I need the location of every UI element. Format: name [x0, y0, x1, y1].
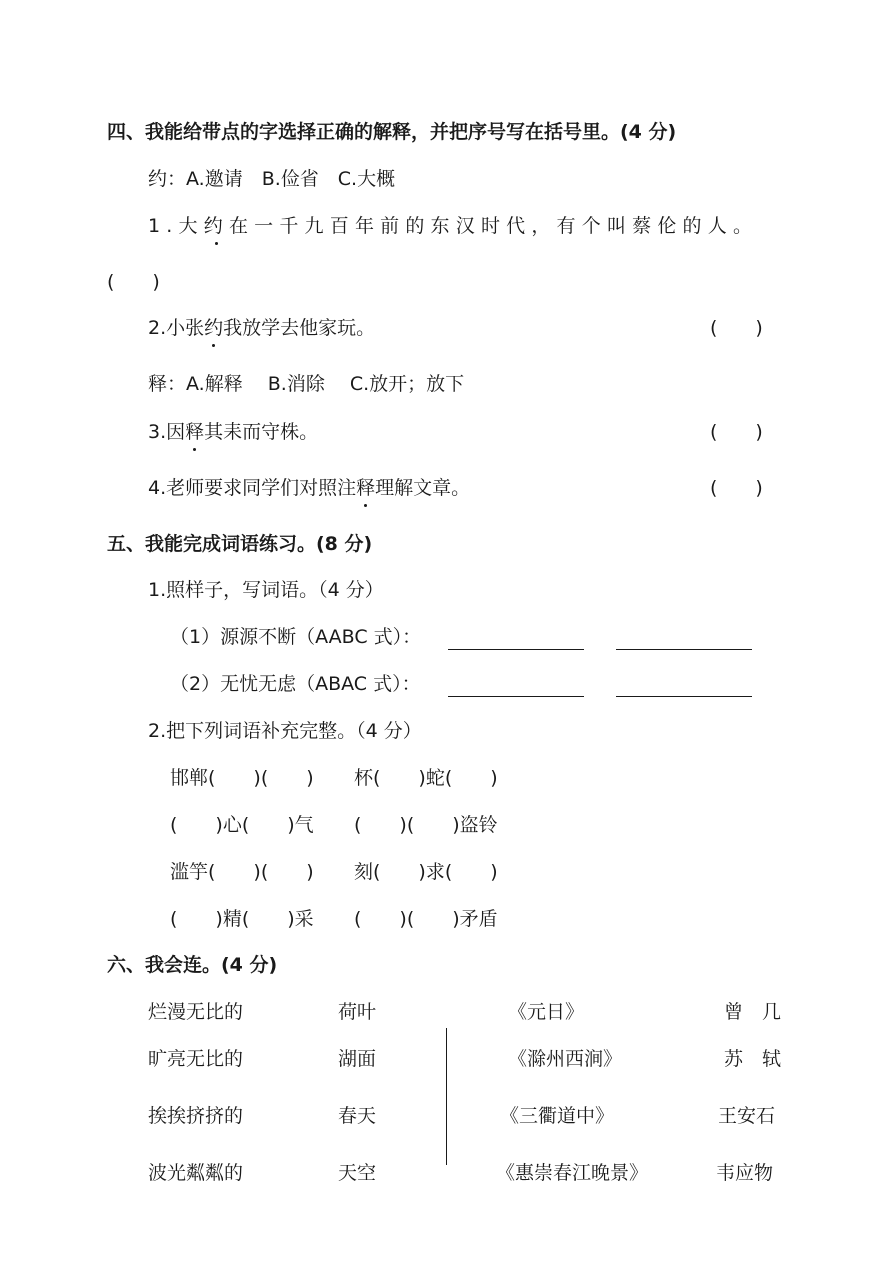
item-1-label: （1）源源不断（AABC 式）： — [170, 626, 422, 648]
shi-options: 释：A.解释 B.消除 C.放开；放下 — [148, 373, 465, 395]
q3-dotted-char: 释 — [185, 421, 205, 443]
match-poem-item[interactable]: 《滁州西涧》 — [508, 1048, 623, 1070]
question-3 — [148, 420, 318, 444]
q4-text-post: 理解文章。 — [375, 477, 471, 499]
match-mid-item[interactable]: 湖面 — [338, 1048, 377, 1070]
q4-answer-paren[interactable]: ( ) — [710, 477, 763, 499]
question-2 — [148, 316, 375, 340]
match-poem-item[interactable]: 《三衢道中》 — [500, 1105, 615, 1127]
q3-answer-paren[interactable]: ( ) — [710, 421, 763, 443]
idiom-row-1b[interactable]: 杯( )蛇( ) — [354, 767, 498, 789]
section-5-heading: 五、我能完成词语练习。(8 分) — [107, 533, 373, 555]
idiom-row-3b[interactable]: 刻( )求( ) — [354, 861, 498, 883]
sub-question-2: 2.把下列词语补充完整。（4 分） — [148, 720, 422, 742]
q2-answer-paren[interactable]: ( ) — [710, 317, 763, 339]
q4-text-pre: 4.老师要求同学们对照注 — [148, 477, 357, 499]
match-poem-item[interactable]: 《元日》 — [508, 1001, 585, 1023]
q1-dotted-char: 约 — [203, 215, 229, 237]
match-mid-item[interactable]: 天空 — [338, 1162, 377, 1184]
idiom-row-1a[interactable]: 邯郸( )( ) — [170, 767, 314, 789]
idiom-row-2b[interactable]: ( )( )盗铃 — [354, 814, 498, 836]
q4-dotted-char: 释 — [356, 477, 376, 499]
idiom-row-4b[interactable]: ( )( )矛盾 — [354, 908, 498, 930]
match-author-item[interactable]: 苏 轼 — [724, 1048, 782, 1070]
item-2-blank-2[interactable] — [616, 696, 752, 697]
q1-text-post: 在一千九百年前的东汉时代，有个叫蔡伦的人。 — [228, 215, 759, 237]
divider-line — [446, 1028, 447, 1165]
question-1 — [148, 214, 758, 238]
match-mid-item[interactable]: 荷叶 — [338, 1001, 377, 1023]
idiom-row-2a[interactable]: ( )心( )气 — [170, 814, 314, 836]
idiom-row-3a[interactable]: 滥竽( )( ) — [170, 861, 314, 883]
match-author-item[interactable]: 韦应物 — [716, 1162, 774, 1184]
match-left-item[interactable]: 波光粼粼的 — [148, 1162, 244, 1184]
q1-text-pre: 1.大 — [148, 215, 204, 237]
item-1-blank-1[interactable] — [448, 649, 584, 650]
q2-text-post: 我放学去他家玩。 — [223, 317, 376, 339]
match-poem-item[interactable]: 《惠崇春江晚景》 — [496, 1162, 649, 1184]
item-2-blank-1[interactable] — [448, 696, 584, 697]
match-mid-item[interactable]: 春天 — [338, 1105, 377, 1127]
q3-text-post: 其耒而守株。 — [204, 421, 319, 443]
item-1-blank-2[interactable] — [616, 649, 752, 650]
q2-text-pre: 2.小张 — [148, 317, 205, 339]
match-left-item[interactable]: 烂漫无比的 — [148, 1001, 244, 1023]
yue-options: 约：A.邀请 B.俭省 C.大概 — [148, 168, 396, 190]
q1-answer-paren[interactable]: ( ) — [107, 271, 160, 293]
match-author-item[interactable]: 曾 几 — [724, 1001, 782, 1023]
question-4 — [148, 476, 470, 500]
item-2-label: （2）无忧无虑（ABAC 式）： — [170, 673, 421, 695]
section-4-heading: 四、我能给带点的字选择正确的解释，并把序号写在括号里。(4 分) — [107, 121, 677, 143]
match-author-item[interactable]: 王安石 — [718, 1105, 776, 1127]
section-6-heading: 六、我会连。(4 分) — [107, 954, 278, 976]
match-left-item[interactable]: 挨挨挤挤的 — [148, 1105, 244, 1127]
q3-text-pre: 3.因 — [148, 421, 186, 443]
sub-question-1: 1.照样子，写词语。（4 分） — [148, 579, 384, 601]
match-left-item[interactable]: 旷亮无比的 — [148, 1048, 244, 1070]
idiom-row-4a[interactable]: ( )精( )采 — [170, 908, 314, 930]
q2-dotted-char: 约 — [204, 317, 224, 339]
